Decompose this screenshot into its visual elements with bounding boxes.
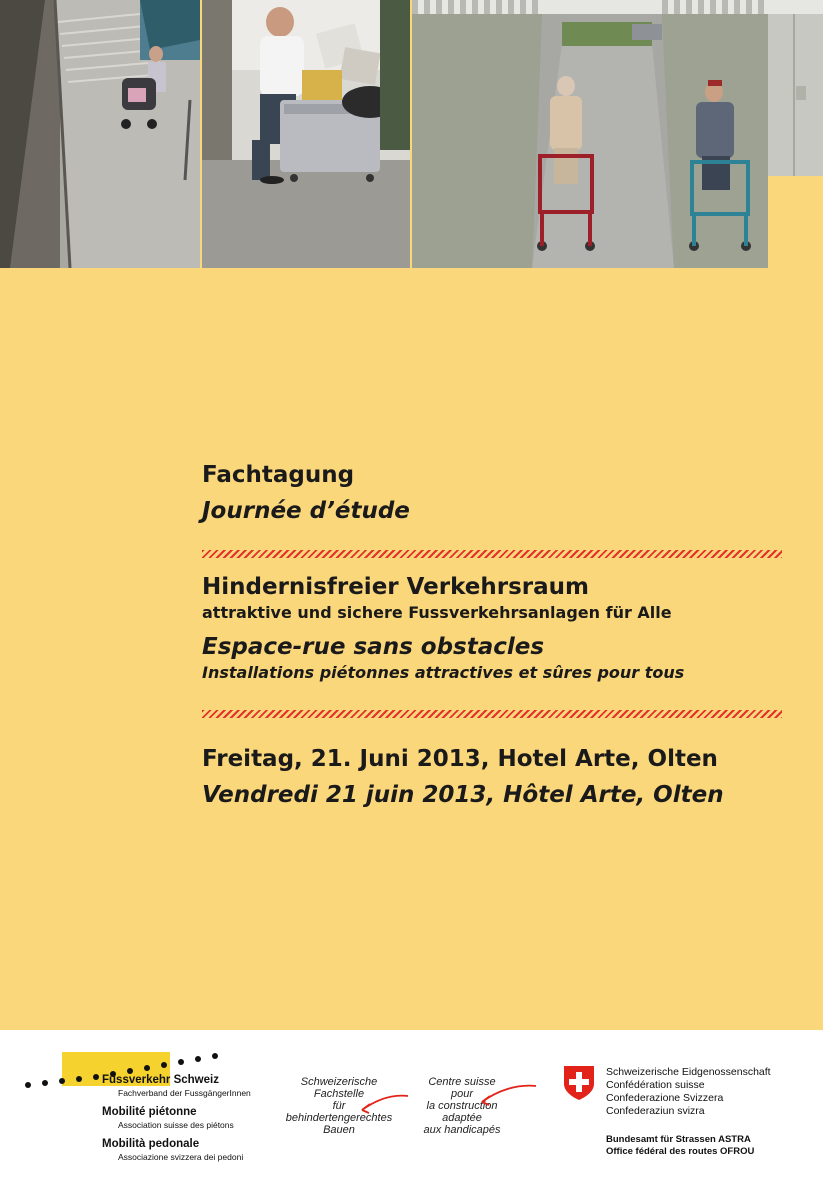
sfb-line2: Fachstelle: [313, 1088, 365, 1100]
confed-names: [606, 1066, 771, 1118]
photo-underpass-walkers: [412, 0, 768, 268]
photo-man-cart: [202, 0, 410, 268]
photo-ramp-stroller: [0, 0, 200, 268]
swiss-shield-icon: [562, 1064, 596, 1102]
sfb-line1: Schweizerische: [300, 1076, 378, 1088]
hatch-divider-1: [202, 550, 782, 558]
sfb-line3: für: [332, 1100, 346, 1112]
csc-line2: pour: [450, 1088, 474, 1100]
event-text: [202, 460, 784, 810]
confed-fr: Confédération suisse: [606, 1079, 705, 1091]
event-date-de: Freitag, 21. Juni 2013, Hotel Arte, Olten: [202, 746, 718, 772]
confed-rm: Confederaziun svizra: [606, 1105, 705, 1117]
csc-line5: aux handicapés: [423, 1124, 501, 1136]
office-names: [606, 1134, 754, 1158]
event-type-fr: Journée d’étude: [202, 498, 410, 524]
event-title-de: Hindernisfreier Verkehrsraum: [202, 574, 590, 600]
footer-logos: [0, 1030, 823, 1189]
photo-underpass-wall: [768, 0, 823, 176]
event-date-fr: Vendredi 21 juin 2013, Hôtel Arte, Olten: [202, 782, 724, 808]
sfb-line4: behindertengerechtes: [285, 1112, 393, 1124]
event-subtitle-de: attraktive und sichere Fussverkehrsanlagen für Alle: [202, 603, 672, 622]
fvs-tag-it: Associazione svizzera dei pedoni: [118, 1152, 244, 1162]
event-subtitle-fr: Installations piétonnes attractives et sûres pour tous: [202, 663, 685, 682]
office-de: Bundesamt für Strassen ASTRA: [606, 1134, 751, 1145]
sfb-line5: Bauen: [323, 1124, 355, 1136]
hatch-divider-2: [202, 710, 782, 718]
fvs-tag-de: Fachverband der FussgängerInnen: [118, 1088, 251, 1098]
confed-de: Schweizerische Eidgenossenschaft: [606, 1066, 771, 1078]
office-fr: Office fédéral des routes OFROU: [606, 1146, 755, 1157]
fvs-name-it: Mobilità pedonale: [102, 1138, 200, 1150]
csc-line3: la construction: [426, 1100, 498, 1112]
event-type-de: Fachtagung: [202, 462, 355, 488]
logo-fussverkehr-schweiz: [20, 1050, 270, 1180]
csc-line4: adaptée: [442, 1112, 482, 1124]
confed-it: Confederazione Svizzera: [606, 1092, 724, 1104]
fvs-name-fr: Mobilité piétonne: [102, 1106, 197, 1118]
event-title-fr: Espace-rue sans obstacles: [202, 634, 545, 660]
red-arrow-icon: [470, 1082, 540, 1110]
csc-line1: Centre suisse: [428, 1076, 496, 1088]
fvs-tag-fr: Association suisse des piétons: [118, 1120, 234, 1130]
fvs-name-de: Fussverkehr Schweiz: [102, 1074, 219, 1086]
red-arrow-icon: [352, 1092, 412, 1118]
